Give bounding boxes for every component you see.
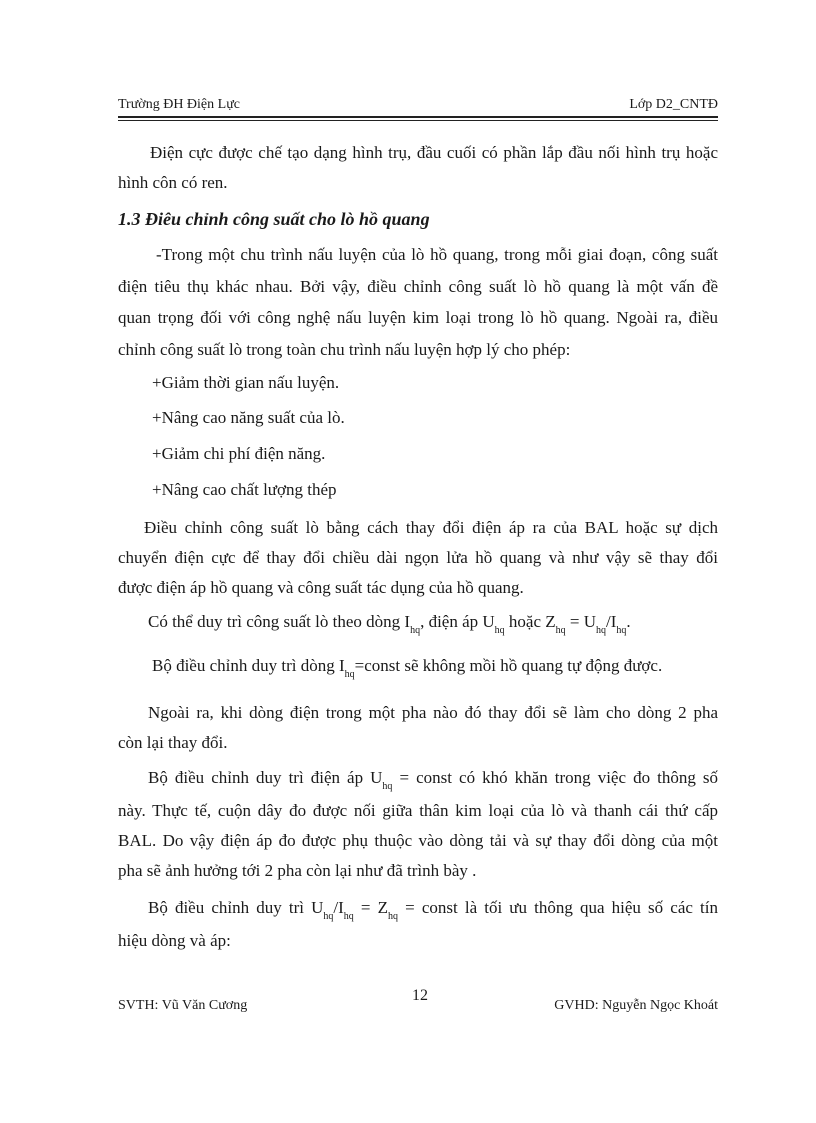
header-school: Trường ĐH Điện Lực [118, 97, 241, 112]
header-rule-thin [118, 120, 718, 121]
paragraph-voltage-line-1: Bộ điều chỉnh duy trì điện áp $U_{hq}$ = const có khó khăn trong việc đo thông số [148, 768, 718, 792]
paragraph-adjust-line-1: Điều chỉnh công suất lò bằng cách thay đổi điện áp ra của BAL hoặc sự dịch [144, 518, 718, 537]
paragraph-electrode: Điện cực được chế tạo dạng hình trụ, đầu cuối có phần lắp đầu nối hình trụ hoặc [150, 143, 718, 162]
paragraph-impedance-line-2: hiệu dòng và áp: [118, 931, 231, 950]
section-heading: 1.3 Điêu chỉnh công suất cho lò hồ quang [118, 209, 430, 229]
paragraph-power-line-2: điện tiêu thụ khác nhau. Bởi vậy, điều chỉnh công suất lò hồ quang là một vấn đề [118, 277, 718, 296]
paragraph-maintain-power: Có thể duy trì công suất lò theo dòng $I_{hq}$, điện áp $U_{hq}$ hoặc $Z_{hq} = U_{hq}/I_{hq}$. [148, 612, 631, 636]
header-rule-thick [118, 116, 718, 118]
paragraph-adjust-line-3: được điện áp hồ quang và công suất tác dụng của hồ quang. [118, 578, 524, 597]
paragraph-voltage-line-3: BAL. Do vậy điện áp đo được phụ thuộc vào dòng tải và sự thay đổi dòng của một [118, 831, 718, 850]
list-item: +Giảm thời gian nấu luyện. [152, 373, 340, 392]
list-item: +Nâng cao chất lượng thép [152, 480, 337, 499]
page-number: 12 [412, 987, 428, 1004]
paragraph-power-line-3: quan trọng đối với công nghệ nấu luyện kim loại trong lò hồ quang. Ngoài ra, điều [118, 308, 718, 327]
paragraph-current-regulator: Bộ điều chỉnh duy trì dòng $I_{hq}=const$ sẽ không mồi hồ quang tự động được. [152, 656, 663, 680]
paragraph-impedance-line-1: Bộ điều chỉnh duy trì $U_{hq}/I_{hq} = Z_{hq}$ = const là tối ưu thông qua hiệu số các tín [148, 898, 718, 922]
list-item: +Giảm chi phí điện năng. [152, 444, 326, 463]
paragraph-electrode-end: hình côn có ren. [118, 173, 228, 192]
header-class: Lớp D2_CNTĐ [629, 97, 718, 112]
paragraph-adjust-line-2: chuyển điện cực để thay đổi chiều dài ngọn lửa hồ quang và như vậy sẽ thay đổi [118, 548, 718, 567]
paragraph-voltage-line-2: này. Thực tế, cuộn dây đo được nối giữa thân kim loại của lò và thanh cái thứ cấp [118, 801, 718, 820]
footer-student: SVTH: Vũ Văn Cương [118, 998, 248, 1013]
paragraph-power-line-4: chỉnh công suất lò trong toàn chu trình nấu luyện hợp lý cho phép: [118, 340, 571, 359]
list-item: +Nâng cao năng suất của lò. [152, 408, 345, 427]
paragraph-power-line-1: -Trong một chu trình nấu luyện của lò hồ quang, trong mỗi giai đoạn, công suất [156, 245, 718, 264]
paragraph-phase-line-2: còn lại thay đổi. [118, 733, 228, 752]
footer-advisor: GVHD: Nguyễn Ngọc Khoát [554, 998, 718, 1013]
paragraph-voltage-line-4: pha sẽ ảnh hưởng tới 2 pha còn lại như đã trình bày . [118, 861, 477, 880]
paragraph-phase-line-1: Ngoài ra, khi dòng điện trong một pha nào đó thay đổi sẽ làm cho dòng 2 pha [148, 703, 718, 722]
